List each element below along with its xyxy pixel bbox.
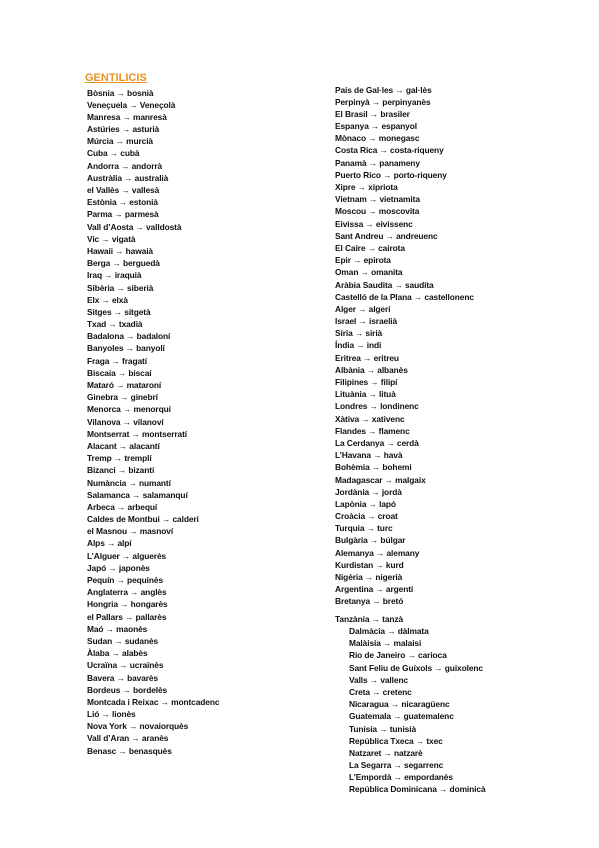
gentilic-entry: Ucraïna → ucraïnès (87, 660, 164, 671)
gentilic-entry: Lituània → lituà (335, 389, 396, 400)
gentilic-entry: Eritrea → eritreu (335, 352, 399, 363)
gentilic-entry: Castelló de la Plana → castellonenc (335, 291, 474, 302)
gentilic-entry: Perpinyà → perpinyanès (335, 96, 431, 107)
gentilic-entry: Badalona → badaloní (87, 331, 171, 342)
gentilic-entry: Tunísia → tunisià (349, 723, 417, 734)
gentilic-entry: Lapònia → lapó (335, 498, 396, 509)
gentilic-entry: Bizanci → bizantí (87, 465, 155, 476)
gentilic-entry: Bòsnia → bosnià (87, 87, 154, 98)
gentilic-entry: Salamanca → salamanquí (87, 489, 188, 500)
gentilic-entry: El Brasil → brasiler (335, 108, 410, 119)
gentilic-entry: Sant Feliu de Guíxols → guixolenc (349, 662, 483, 673)
gentilic-entry: Mònaco → monegasc (335, 133, 420, 144)
gentilic-entry: Arbeca → arbequí (87, 501, 158, 512)
gentilic-entry: Bulgària → búlgar (335, 535, 406, 546)
gentilic-entry: La Cerdanya → cerdà (335, 437, 419, 448)
gentilic-entry: Alemanya → alemany (335, 547, 420, 558)
gentilic-entry: Numància → numantí (87, 477, 171, 488)
gentilic-entry: Austràlia → australià (87, 172, 169, 183)
gentilic-entry: L’Alguer → alguerès (87, 550, 167, 561)
gentilic-entry: Vietnam → vietnamita (335, 194, 420, 205)
gentilic-entry: Vall d’Aosta → valldostà (87, 221, 182, 232)
gentilic-entry: La Segarra → segarrenc (349, 760, 444, 771)
gentilic-entry: Jordània → jordà (335, 486, 402, 497)
gentilic-entry: Tremp → tremplí (87, 453, 152, 464)
gentilic-entry: Vall d’Aran → aranès (87, 733, 169, 744)
gentilic-entry: República Txeca → txec (349, 735, 443, 746)
gentilic-entry: Sibèria → siberià (87, 282, 154, 293)
gentilic-entry: Andorra → andorrà (87, 160, 163, 171)
gentilic-entry: Mataró → mataroní (87, 380, 162, 390)
gentilic-entry: Veneçuela → Veneçolà (87, 99, 176, 110)
gentilic-entry: Xàtiva → xativenc (335, 413, 405, 424)
gentilic-entry: Israel → israelià (335, 316, 398, 327)
gentilic-entry: Alacant → alacantí (87, 440, 160, 451)
gentilic-entry: Flandes → flamenc (335, 425, 410, 436)
gentilic-entry: Múrcia → murcià (87, 136, 153, 147)
right-column (335, 84, 474, 608)
gentilic-entry: Estònia → estonià (87, 197, 158, 208)
gentilic-entry: Xipre → xipriota (335, 182, 398, 192)
gentilic-entry: Pequín → pequinès (87, 575, 164, 585)
gentilic-entry: Eivissa → eivissenc (335, 218, 413, 229)
gentilic-entry: Turquia → turc (335, 523, 393, 534)
gentilic-entry: Malàisia → malaisi (349, 638, 422, 649)
gentilic-entry: El Caire → cairota (335, 242, 405, 253)
gentilic-entry: Dalmàcia → dàlmata (349, 626, 429, 636)
gentilic-entry: Txad → txadià (87, 319, 143, 330)
gentilic-entry: Filipines → filipí (335, 377, 398, 387)
gentilic-entry: Valls → vallenc (349, 674, 409, 685)
gentilic-entry: Ginebra → ginebrí (87, 392, 158, 403)
gentilic-entry: Espanya → espanyol (335, 121, 417, 132)
gentilic-entry: Londres → londinenc (335, 401, 419, 412)
gentilic-entry: Parma → parmesà (87, 209, 159, 220)
gentilic-entry: Elx → elxà (87, 294, 128, 305)
gentilic-entry: Nicaragua → nicaragüenc (349, 699, 450, 710)
gentilic-entry: Sudan → sudanès (87, 635, 159, 646)
gentilic-entry: Caldes de Montbui → calderí (87, 514, 199, 525)
right-indented-column (349, 625, 486, 796)
gentilic-entry: País de Gal·les → gal·lès (335, 84, 432, 95)
gentilic-entry: Rio de Janeiro → carioca (349, 650, 447, 661)
gentilic-entry: Índia → indi (335, 340, 382, 351)
gentilic-entry: Àlaba → alabès (87, 648, 148, 659)
gentilic-entry: Vilanova → vilanoví (87, 416, 164, 427)
gentilic-entry: Epir → epirota (335, 255, 391, 266)
gentilic-entry: Nigèria → nigerià (335, 572, 403, 582)
gentilic-entry: Nova York → novaiorquès (87, 721, 189, 732)
gentilic-entry: Sant Andreu → andreuenc (335, 230, 438, 241)
gentilic-entry: República Dominicana → dominicà (349, 784, 486, 795)
gentilic-entry: Síria → sirià (335, 328, 383, 339)
gentilic-entry: L’Havana → havà (335, 450, 403, 461)
gentilic-entry: Menorca → menorquí (87, 404, 171, 415)
gentilic-entry: Panamà → panameny (335, 157, 420, 168)
gentilic-entry: Oman → omanita (335, 267, 403, 278)
gentilic-entry: Bavera → bavarès (87, 672, 159, 683)
gentilic-entry: Banyoles → banyolí (87, 343, 165, 354)
gentilic-entry: Astúries → asturià (87, 124, 160, 135)
gentilic-entry: Argentina → argentí (335, 584, 414, 595)
gentilic-entry: Bretanya → bretó (335, 596, 404, 607)
gentilic-entry: el Masnou → masnoví (87, 526, 174, 537)
gentilic-entry: Berga → berguedà (87, 258, 160, 269)
gentilic-entry: Montcada i Reixac → montcadenc (87, 696, 220, 707)
tanzania-entry: Tanzània → tanzà (335, 614, 404, 625)
gentilic-entry: L’Empordà → empordanès (349, 772, 453, 783)
gentilic-entry: Sitges → sitgetà (87, 306, 151, 317)
page-title: GENTILICIS (85, 72, 147, 84)
gentilic-entry: Japó → japonès (87, 562, 150, 573)
gentilic-entry: Benasc → benasquès (87, 745, 172, 756)
gentilic-entry: Montserrat → montserratí (87, 428, 187, 439)
gentilic-entry: Hongria → hongarès (87, 599, 168, 610)
gentilic-entry: Madagascar → malgaix (335, 474, 426, 485)
gentilic-entry: Natzaret → natzarè (349, 747, 423, 758)
gentilic-entry: Creta → cretenc (349, 686, 412, 697)
gentilic-entry: Alps → alpí (87, 538, 132, 549)
gentilic-entry: Vic → vigatà (87, 233, 136, 244)
gentilic-entry: Bohèmia → bohemi (335, 462, 412, 473)
gentilic-entry: Puerto Rico → porto-riqueny (335, 169, 447, 180)
left-column (87, 87, 219, 757)
gentilic-entry: Cuba → cubà (87, 148, 140, 159)
gentilic-entry: el Pallars → pallarès (87, 611, 167, 622)
gentilic-entry: Biscaia → biscaí (87, 367, 152, 378)
gentilic-entry: Fraga → fragatí (87, 355, 147, 366)
gentilic-entry: el Vallès → vallesà (87, 185, 160, 195)
gentilic-entry: Maó → maonès (87, 623, 148, 634)
gentilic-entry: Guatemala → guatemalenc (349, 711, 454, 722)
gentilic-entry: Manresa → manresà (87, 111, 167, 122)
gentilic-entry: Kurdistan → kurd (335, 559, 404, 570)
gentilic-entry: Iraq → iraquià (87, 270, 142, 281)
gentilic-entry: Albània → albanès (335, 364, 408, 375)
gentilic-entry: Aràbia Saudita → saudita (335, 279, 434, 290)
gentilic-entry: Moscou → moscovita (335, 206, 420, 217)
gentilic-entry: Costa Rica → costa-riqueny (335, 145, 444, 156)
gentilic-entry: Bordeus → bordelès (87, 684, 168, 695)
gentilic-entry: Alger → algerí (335, 303, 391, 314)
gentilic-entry: Lió → lionès (87, 709, 136, 720)
gentilic-entry: Croàcia → croat (335, 511, 398, 522)
gentilic-entry: Hawaii → hawaià (87, 245, 153, 256)
gentilic-entry: Anglaterra → anglès (87, 587, 167, 598)
